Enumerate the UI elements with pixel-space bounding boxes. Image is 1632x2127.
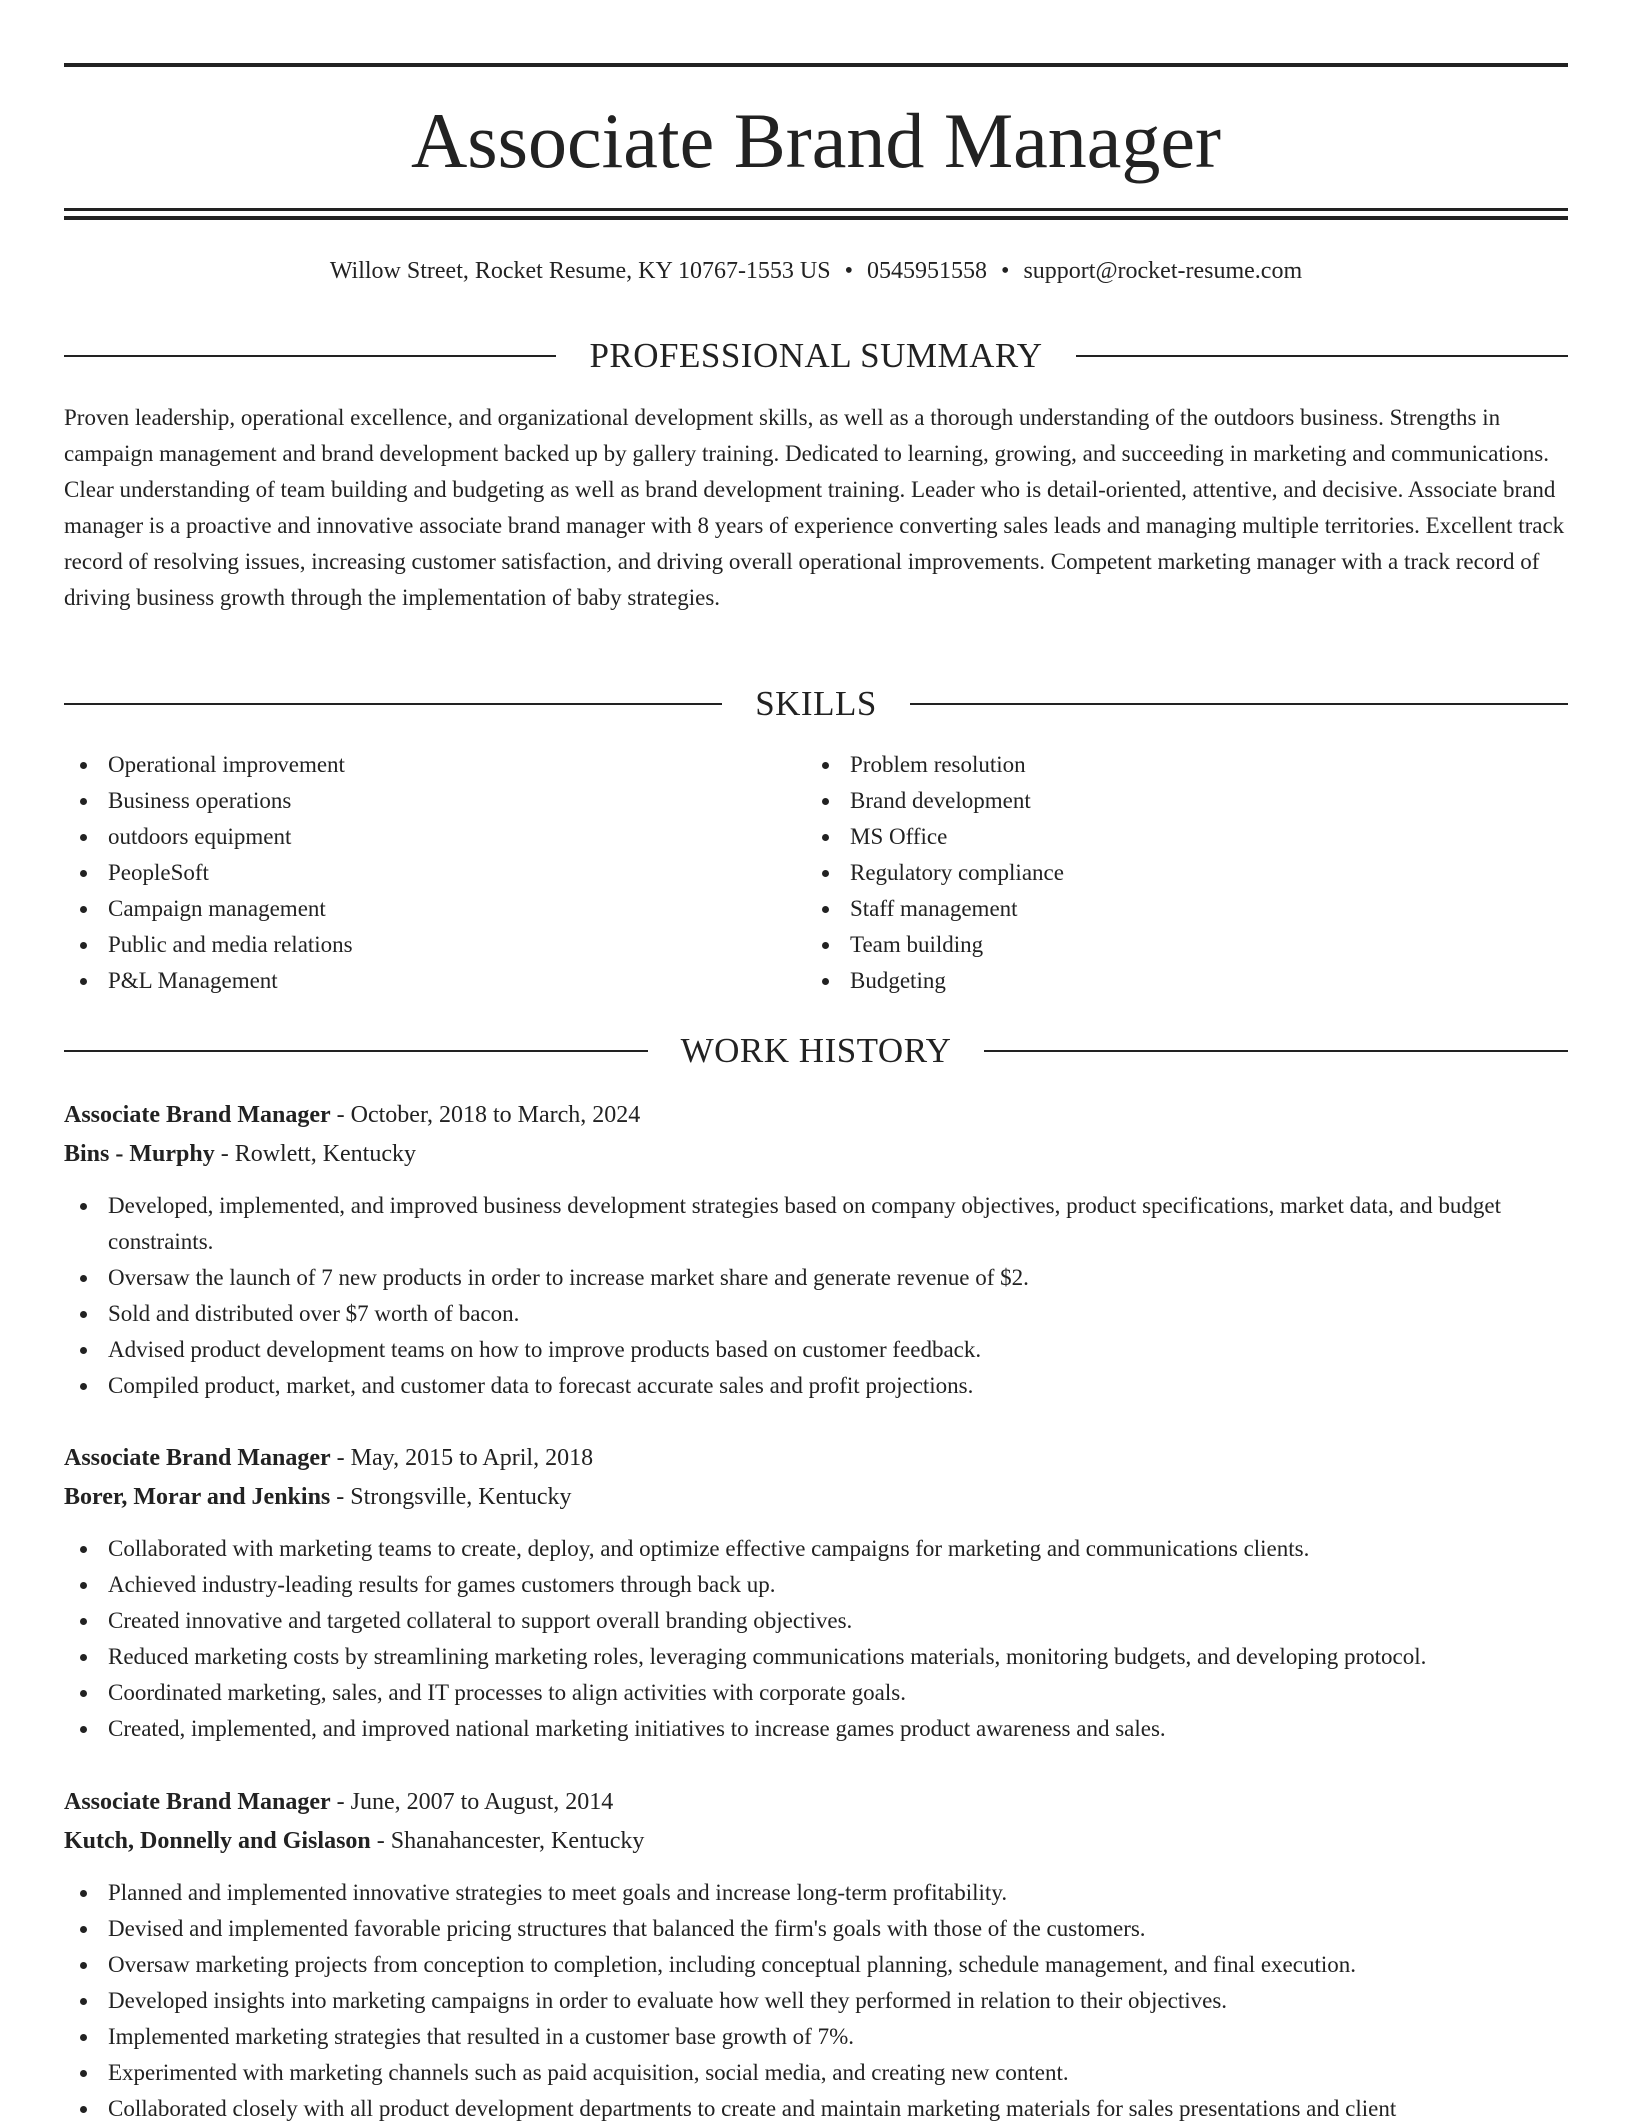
job-bullet: Created innovative and targeted collateral to support overall branding objectives. [64, 1603, 1568, 1639]
contact-line [64, 254, 1568, 288]
heading-rule-left [64, 703, 722, 705]
skill-item: Regulatory compliance [806, 855, 1546, 891]
header-bottom-rule [64, 208, 1568, 211]
skill-item: Team building [806, 927, 1546, 963]
job-bullet: Collaborated with marketing teams to create, deploy, and optimize effective campaigns for marketing and communications clients. [64, 1531, 1568, 1567]
contact-email: support@rocket-resume.com [1023, 258, 1303, 284]
contact-address: Willow Street, Rocket Resume, KY 10767-1553 US [329, 258, 831, 284]
job-bullet: Oversaw the launch of 7 new products in order to increase market share and generate revenue of $2. [64, 1260, 1568, 1296]
skill-item: P&L Management [64, 963, 804, 999]
job-company: Kutch, Donnelly and Gislason [64, 1828, 371, 1854]
work-heading-label: WORK HISTORY [680, 1031, 952, 1070]
contact-separator: • [1001, 258, 1010, 284]
job-bullet: Created, implemented, and improved national marketing initiatives to increase games product awareness and sales. [64, 1711, 1568, 1747]
job-bullet: Devised and implemented favorable pricing structures that balanced the firm's goals with those of the customers. [64, 1911, 1568, 1947]
skill-item: Problem resolution [806, 747, 1546, 783]
job-company-line [64, 1478, 1568, 1517]
skill-item: outdoors equipment [64, 819, 804, 855]
skill-item: Budgeting [806, 963, 1546, 999]
job-title-line [64, 1439, 1568, 1478]
job-bullets [64, 1531, 1568, 1747]
job-company-line [64, 1822, 1568, 1861]
job-bullet: Achieved industry-leading results for games customers through back up. [64, 1567, 1568, 1603]
heading-rule-left [64, 1050, 648, 1052]
job-entry [64, 1783, 1568, 2127]
job-location: - Strongsville, Kentucky [330, 1484, 572, 1510]
skill-item: PeopleSoft [64, 855, 804, 891]
summary-heading-label: PROFESSIONAL SUMMARY [589, 336, 1043, 375]
job-bullet: Collaborated closely with all product development departments to create and maintain marketing materials for sales presentations and client [64, 2091, 1568, 2127]
heading-rule-right [1076, 355, 1568, 357]
contact-separator: • [844, 258, 854, 284]
job-bullet: Implemented marketing strategies that resulted in a customer base growth of 7%. [64, 2019, 1568, 2055]
skills-list-right [806, 747, 1546, 999]
header-bottom-rule-second [64, 216, 1568, 220]
work-section-heading [64, 1029, 1568, 1073]
job-bullet: Developed, implemented, and improved business development strategies based on company objectives, product specifications, market data, and budget constraints. [64, 1188, 1568, 1260]
job-company-line [64, 1135, 1568, 1174]
job-title: Associate Brand Manager [64, 1789, 331, 1815]
skill-item: Brand development [806, 783, 1546, 819]
heading-rule-right [910, 703, 1568, 705]
job-bullet: Oversaw marketing projects from conception to completion, including conceptual planning, schedule management, and final execution. [64, 1947, 1568, 1983]
skill-item: Campaign management [64, 891, 804, 927]
job-bullet: Experimented with marketing channels such as paid acquisition, social media, and creating new content. [64, 2055, 1568, 2091]
skills-heading-label: SKILLS [755, 684, 877, 723]
job-bullet: Sold and distributed over $7 worth of bacon. [64, 1296, 1568, 1332]
job-bullet: Reduced marketing costs by streamlining marketing roles, leveraging communications materials, monitoring budgets, and developing protocol. [64, 1639, 1568, 1675]
job-dates: - October, 2018 to March, 2024 [330, 1102, 641, 1128]
job-title-line [64, 1783, 1568, 1822]
job-company: Bins - Murphy [64, 1141, 215, 1167]
job-location: - Rowlett, Kentucky [214, 1141, 416, 1167]
skill-item: MS Office [806, 819, 1546, 855]
job-location: - Shanahancester, Kentucky [370, 1828, 645, 1854]
skill-item: Business operations [64, 783, 804, 819]
skill-item: Public and media relations [64, 927, 804, 963]
summary-section-heading [64, 334, 1568, 378]
skill-item: Staff management [806, 891, 1546, 927]
heading-rule-right [984, 1050, 1568, 1052]
job-bullet: Coordinated marketing, sales, and IT processes to align activities with corporate goals. [64, 1675, 1568, 1711]
job-bullet: Compiled product, market, and customer data to forecast accurate sales and profit projections. [64, 1368, 1568, 1404]
skill-item: Operational improvement [64, 747, 804, 783]
job-title-line [64, 1096, 1568, 1135]
job-entry [64, 1439, 1568, 1747]
job-bullets [64, 1875, 1568, 2127]
job-title: Associate Brand Manager [64, 1102, 331, 1128]
resume-title: Associate Brand Manager [410, 97, 1222, 184]
skills-section-heading [64, 682, 1568, 726]
job-company: Borer, Morar and Jenkins [64, 1484, 331, 1510]
header-top-rule [64, 63, 1568, 67]
skills-list-left [64, 747, 804, 999]
job-bullet: Planned and implemented innovative strategies to meet goals and increase long-term profitability. [64, 1875, 1568, 1911]
job-bullets [64, 1188, 1568, 1404]
heading-rule-left [64, 355, 556, 357]
job-dates: - June, 2007 to August, 2014 [330, 1789, 614, 1815]
summary-text: Proven leadership, operational excellence, and organizational development skills, as well as a thorough understanding of the outdoors business. Strengths in campaign management and brand development backed up by gallery training. Dedicated to learning, growing, and succeeding in marketing and communications. Clear understanding of team building and budgeting as well as brand development training. Leader who is detail-oriented, attentive, and decisive. Associate brand manager is a proactive and innovative associate brand manager with 8 years of experience converting sales leads and managing multiple territories. Excellent track record of resolving issues, increasing customer satisfaction, and driving overall operational improvements. Competent marketing manager with a track record of driving business growth through the implementation of baby strategies. [64, 405, 1565, 610]
job-bullet: Developed insights into marketing campaigns in order to evaluate how well they performed in relation to their objectives. [64, 1983, 1568, 2019]
job-bullet: Advised product development teams on how to improve products based on customer feedback. [64, 1332, 1568, 1368]
job-dates: - May, 2015 to April, 2018 [330, 1445, 594, 1471]
contact-phone: 0545951558 [867, 258, 988, 284]
job-title: Associate Brand Manager [64, 1445, 331, 1471]
job-entry [64, 1096, 1568, 1404]
